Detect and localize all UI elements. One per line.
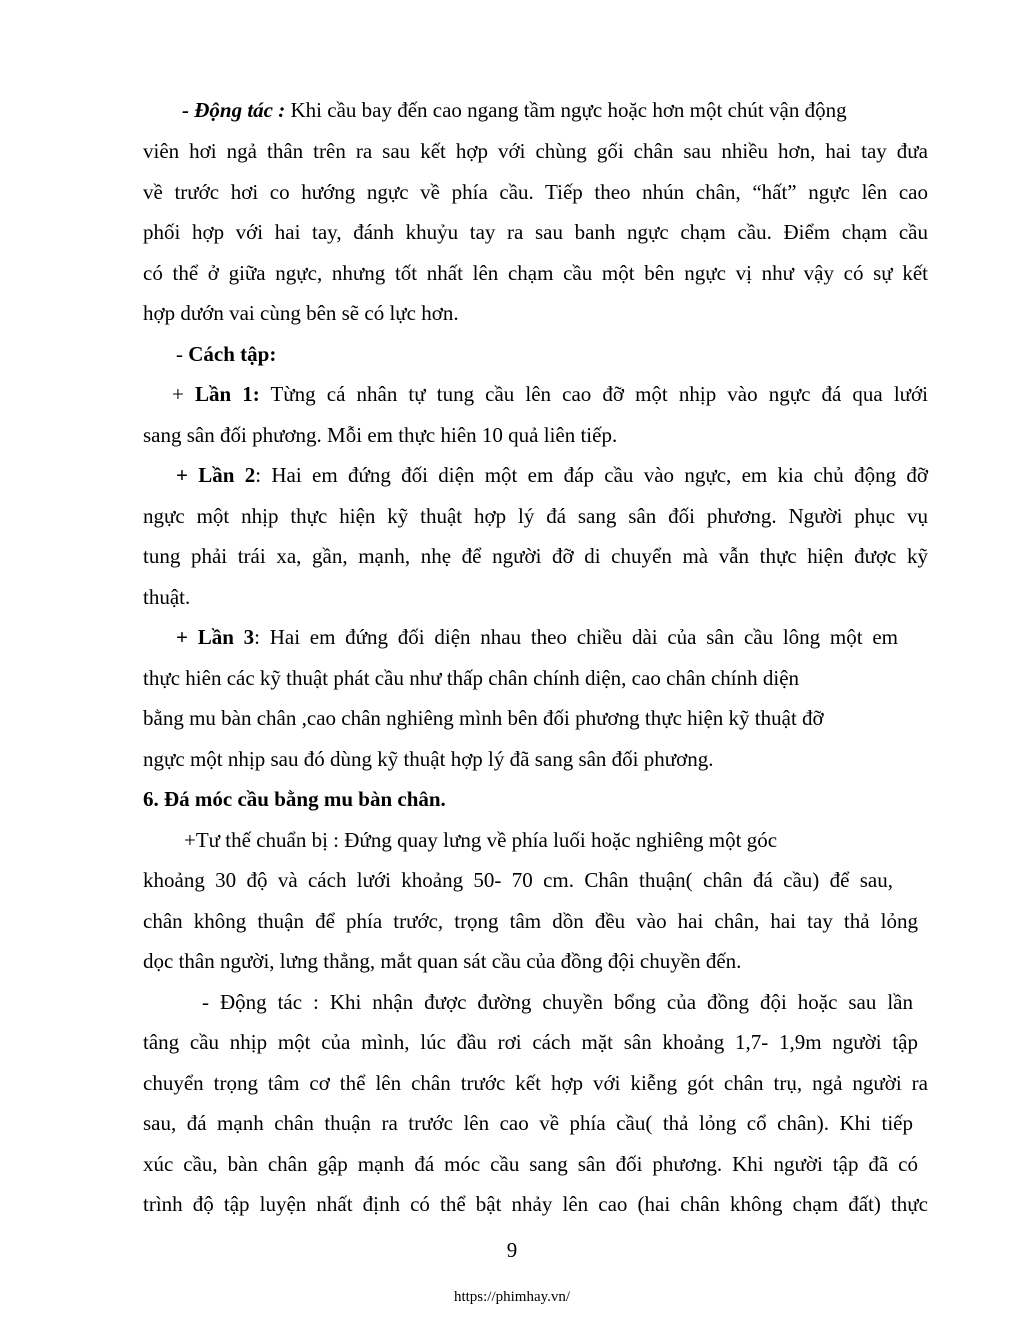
term-lan-1: Lần 1: [194,382,260,406]
paragraph-text: Khi cầu bay đến cao ngang tầm ngực hoặc hơn một chút vận động [285,98,847,122]
term-dong-tac: - Động tác : [182,98,286,122]
paragraph-line: viên hơi ngả thân trên ra sau kết hợp với chùng gối chân sau nhiều hơn, hai tay đưa [143,139,928,163]
paragraph-line: hợp dướn vai cùng bên sẽ có lực hơn. [143,301,459,325]
paragraph-line: tâng cầu nhịp một của mình, lúc đầu rơi cách mặt sân khoảng 1,7- 1,9m người tập [143,1030,918,1054]
paragraph-line: thuật. [143,585,191,609]
paragraph-line: bằng mu bàn chân ,cao chân nghiêng mình bên đối phương thực hiện kỹ thuật đỡ [143,706,824,730]
subheading-label: Cách tập: [188,342,277,366]
paragraph-line: sau, đá mạnh chân thuận ra trước lên cao về phía cầu( thả lỏng cổ chân). Khi tiếp [143,1111,913,1135]
paragraph-line: có thể ở giữa ngực, nhưng tốt nhất lên chạm cầu một bên ngực vị như vậy có sự kết [143,261,928,285]
page-number: 9 [506,1238,518,1262]
paragraph-text: Từng cá nhân tự tung cầu lên cao đỡ một nhịp vào ngực đá qua lưới [259,382,929,406]
paragraph-line: dọc thân người, lưng thẳng, mắt quan sát cầu của đồng đội chuyền đến. [143,949,742,973]
footer-url[interactable]: https://phimhay.vn/ [453,1289,571,1305]
paragraph-line: xúc cầu, bàn chân gập mạnh đá móc cầu sang sân đối phương. Khi người tập đã có [143,1152,918,1176]
paragraph-line: trình độ tập luyện nhất định có thể bật nhảy lên cao (hai chân không chạm đất) thực [143,1192,928,1216]
paragraph-line [182,96,847,124]
paragraph-text: : Hai em đứng đối diện một em đáp cầu vào ngực, em kia chủ động đỡ [255,463,928,487]
paragraph-line: chuyển trọng tâm cơ thể lên chân trước kết hợp với kiễng gót chân trụ, ngả người ra [143,1071,928,1095]
paragraph-line: thực hiên các kỹ thuật phát cầu như thấp chân chính diện, cao chân chính diện [143,666,800,690]
term-lan-2: + Lần 2 [176,463,256,487]
paragraph-line [176,623,898,651]
paragraph-line: chân không thuận để phía trước, trọng tâm dồn đều vào hai chân, hai tay thả lỏng [143,909,918,933]
section-heading: 6. Đá móc cầu bằng mu bàn chân. [143,787,446,811]
paragraph-line: phối hợp với hai tay, đánh khuỷu tay ra sau banh ngực chạm cầu. Điểm chạm cầu [143,220,928,244]
paragraph-line: sang sân đối phương. Mỗi em thực hiên 10 quả liên tiếp. [143,423,618,447]
dash: - [176,342,189,366]
paragraph-line [176,461,928,489]
paragraph-line: khoảng 30 độ và cách lưới khoảng 50- 70 cm. Chân thuận( chân đá cầu) để sau, [143,868,893,892]
subheading-cach-tap [176,340,276,368]
paragraph-line: tung phải trái xa, gần, mạnh, nhẹ để người đỡ di chuyển mà vẫn thực hiện được kỹ [143,544,928,568]
plus-marker: + [172,382,195,406]
paragraph-line [172,380,928,408]
term-lan-3: + Lần 3 [176,625,255,649]
paragraph-line: về trước hơi co hướng ngực về phía cầu. Tiếp theo nhún chân, “hất” ngực lên cao [143,180,928,204]
paragraph-text: : Hai em đứng đối diện nhau theo chiều dài của sân cầu lông một em [254,625,898,649]
paragraph-line: - Động tác : Khi nhận được đường chuyền bổng của đồng đội hoặc sau lần [202,990,913,1014]
paragraph-line: ngực một nhịp sau đó dùng kỹ thuật hợp lý đã sang sân đối phương. [143,747,714,771]
paragraph-line: ngực một nhịp thực hiện kỹ thuật hợp lý đá sang sân đối phương. Người phục vụ [143,504,928,528]
paragraph-line: +Tư thế chuẩn bị : Đứng quay lưng về phía luối hoặc nghiêng một góc [184,828,778,852]
